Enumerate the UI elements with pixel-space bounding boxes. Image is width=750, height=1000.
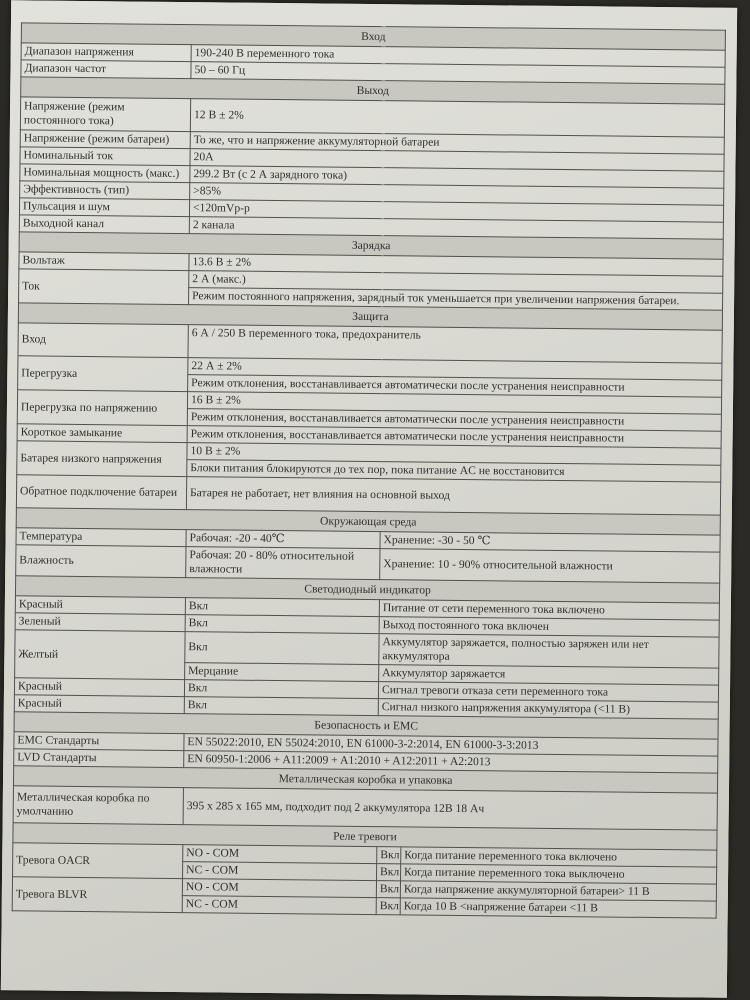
section-title: Металлическая коробка и упаковка [13, 766, 717, 793]
section-title: Защита [18, 303, 722, 330]
row-label: Короткое замыкание [17, 424, 187, 443]
row-value: Хранение: -30 - 50 ℃ [380, 532, 720, 553]
document-sheet [1, 0, 737, 998]
row-label: Диапазон напряжения [21, 43, 191, 62]
section-title: Выход [21, 77, 725, 104]
alarm-name: Тревога OACR [13, 843, 183, 879]
alarm-state: Вкл [377, 864, 401, 881]
row-value: Блоки питания блокируются до тех пор, пока питание AC не восстановится [187, 460, 721, 483]
row-label: Влажность [16, 545, 186, 578]
spec-table [12, 22, 726, 918]
row-value: Режим отклонения, восстанавливается автоматически после устранения неисправности [188, 375, 722, 398]
row-label: Напряжение (режим постоянного тока) [20, 97, 190, 132]
led-color: Красный [15, 596, 185, 615]
row-value: 395 x 285 x 165 мм, подходит под 2 аккумулятора 12В 18 Ач [183, 788, 717, 831]
alarm-meaning: Когда питание переменного тока выключено [401, 864, 717, 884]
led-state: Мерцание [185, 663, 379, 682]
alarm-meaning: Когда напряжение аккумуляторной батареи> 11 В [400, 881, 716, 901]
led-meaning: Сигнал низкого напряжения аккумулятора (<11 В) [378, 699, 718, 720]
row-value: EN 55022:2010, EN 55024:2010, EN 61000-3-2:2014, EN 61000-3-3:2013 [184, 734, 718, 757]
row-value: Рабочая: -20 - 40℃ [186, 530, 380, 549]
alarm-contact: NC - COM [182, 896, 376, 915]
row-label: Обратное подключение батареи [16, 475, 186, 510]
section-title: Безопасность и EMC [14, 712, 718, 739]
row-value: 2 А (макс.) [189, 271, 723, 294]
section-title: Реле тревоги [13, 823, 717, 850]
section-title: Зарядка [19, 232, 723, 259]
led-meaning: Питание от сети переменного тока включено [379, 600, 719, 621]
led-state: Вкл [185, 598, 379, 617]
row-value: 12 В ± 2% [190, 99, 724, 138]
row-label: Пульсация и шум [19, 198, 189, 217]
alarm-contact: NC - COM [183, 862, 377, 881]
row-value: 6 А / 250 В переменного тока, предохранитель [188, 325, 722, 364]
led-meaning: Аккумулятор заряжается [379, 665, 719, 686]
alarm-state: Вкл [377, 847, 401, 864]
row-value: 50 – 60 Гц [191, 62, 725, 85]
row-value: <120mVp-p [189, 200, 723, 223]
row-value: 2 канала [189, 217, 723, 240]
led-state: Вкл [185, 615, 379, 634]
row-label: Диапазон частот [21, 60, 191, 79]
led-color: Красный [14, 695, 184, 714]
led-color: Зеленый [15, 613, 185, 632]
row-label: Эффективность (тип) [20, 181, 190, 200]
row-label: Температура [16, 528, 186, 547]
alarm-state: Вкл [376, 881, 400, 898]
row-label: Металлическая коробка по умолчанию [13, 786, 183, 825]
led-meaning: Выход постоянного тока включен [379, 617, 719, 638]
section-title: Окружающая среда [16, 508, 720, 535]
row-value: EN 60950-1:2006 + A11:2009 + A1:2010 + A12:2011 + A2:2013 [184, 751, 718, 774]
row-value: 190-240 В переменного тока [191, 45, 725, 68]
row-label: Ток [19, 269, 189, 305]
row-value: 16 В ± 2% [187, 392, 721, 415]
led-state: Вкл [184, 697, 378, 716]
row-label: Выходной канал [19, 215, 189, 234]
alarm-contact: NO - COM [182, 879, 376, 898]
row-value: Режим отклонения, восстанавливается автоматически после устранения неисправности [187, 409, 721, 432]
alarm-contact: NO - COM [183, 845, 377, 864]
row-value: 22 А ± 2% [188, 358, 722, 381]
led-state: Вкл [185, 632, 379, 665]
row-value: Режим отклонения, восстанавливается автоматически после устранения неисправности [187, 426, 721, 449]
row-label: Батарея низкого напряжения [17, 441, 187, 477]
led-color: Желтый [15, 630, 185, 680]
section-title: Вход [21, 23, 725, 50]
row-label: EMC Стандарты [14, 732, 184, 751]
row-label: Перегрузка по напряжению [17, 390, 187, 426]
alarm-meaning: Когда 10 В <напряжение батареи <11 В [400, 898, 716, 918]
alarm-state: Вкл [376, 898, 400, 915]
led-meaning: Сигнал тревоги отказа сети переменного тока [378, 682, 718, 703]
row-label: Номинальный ток [20, 147, 190, 166]
led-state: Вкл [184, 680, 378, 699]
row-label: Номинальная мощность (макс.) [20, 164, 190, 183]
alarm-meaning: Когда питание переменного тока включено [401, 847, 717, 867]
row-label: LVD Стандарты [14, 749, 184, 768]
row-value: Рабочая: 20 - 80% относительной влажности [186, 547, 380, 580]
led-meaning: Аккумулятор заряжается, полностью заряжен или нет аккумулятора [379, 634, 719, 669]
row-value: 20A [190, 149, 724, 172]
row-value: То же, что и напряжение аккумуляторной батареи [190, 132, 724, 155]
row-value: Батарея не работает, нет влияния на основной выход [186, 477, 720, 516]
row-value: 299.2 Вт (с 2 А зарядного тока) [190, 166, 724, 189]
section-title: Светодиодный индикатор [15, 576, 719, 603]
row-value: 13.6 В ± 2% [189, 254, 723, 277]
alarm-name: Тревога BLVR [12, 877, 182, 913]
row-value: 10 В ± 2% [187, 443, 721, 466]
led-color: Красный [14, 678, 184, 697]
row-label: Вольтаж [19, 252, 189, 271]
row-value: Хранение: 10 - 90% относительной влажности [380, 549, 720, 584]
row-label: Перегрузка [18, 356, 188, 392]
row-value: >85% [190, 183, 724, 206]
table-row [15, 630, 719, 668]
row-value: Режим постоянного напряжения, зарядный ток уменьшается при увеличении напряжения батареи. [189, 288, 723, 311]
row-label: Напряжение (режим батареи) [20, 130, 190, 149]
row-label: Вход [18, 323, 188, 358]
